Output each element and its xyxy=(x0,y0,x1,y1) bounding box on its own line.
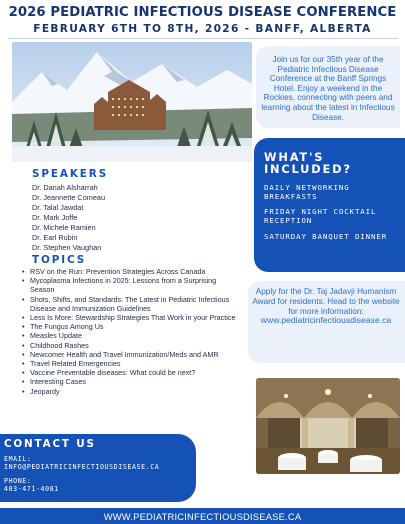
page-subtitle: FEBRUARY 6TH TO 8TH, 2026 - BANFF, ALBERTA xyxy=(33,23,372,35)
speaker-name: Dr. Jeannette Comeau xyxy=(32,193,106,202)
speaker-name: Dr. Mark Joffe xyxy=(32,213,78,222)
speaker-name: Dr. Danah Alsharrah xyxy=(32,183,98,192)
topic-item: • Vaccine Preventable diseases: What could be next? xyxy=(22,368,242,377)
award-text-block xyxy=(250,287,402,326)
included-item-breakfasts: DAILY NETWORKING BREAKFASTS xyxy=(264,183,350,201)
ballroom-photo xyxy=(256,378,400,474)
hotel-photo xyxy=(12,42,252,162)
topic-item: • Mycoplasma Infections in 2025: Lessons from a Surprising Season xyxy=(22,276,242,294)
award-website-link[interactable]: www.pediatricinfectiousdisease.ca xyxy=(260,315,392,326)
speaker-name: Dr. Stephen Vaughan xyxy=(32,243,102,252)
topic-item: • Less Is More: Stewardship Strategies That Work in your Practice xyxy=(22,313,242,322)
email-link[interactable]: INFO@PEDIATRICINFECTIOUSDISEASE.CA xyxy=(4,463,160,471)
topic-item: • RSV on the Run: Prevention Strategies Across Canada xyxy=(22,267,242,276)
topic-item: • Newcomer Health and Travel Immunization/Meds and AMR xyxy=(22,350,242,359)
topic-item: • Childhood Rashes xyxy=(22,341,242,350)
speaker-name: Dr. Talal Jawdat xyxy=(32,203,84,212)
phone-number[interactable]: 403-471-4081 xyxy=(4,485,59,493)
page-title: 2026 PEDIATRIC INFECTIOUS DISEASE CONFERENCE xyxy=(8,5,397,20)
included-item-reception: FRIDAY NIGHT COCKTAIL RECEPTION xyxy=(264,207,377,225)
included-heading-line1: WHAT'S xyxy=(264,150,325,164)
speaker-name: Dr. Earl Rubin xyxy=(32,233,78,242)
award-text: Apply for the Dr. Taj Jadavji Humanism Award for residents. Head to the website for more information: xyxy=(252,287,400,316)
speakers-heading: SPEAKERS xyxy=(32,168,109,180)
topic-item: • Measles Update xyxy=(22,331,242,340)
contact-heading: CONTACT US xyxy=(4,438,96,450)
email-label: EMAIL: xyxy=(4,455,32,463)
topic-item: • Jeopardy xyxy=(22,387,242,396)
topic-item: • Travel Related Emergencies xyxy=(22,359,242,368)
topics-heading: TOPICS xyxy=(32,254,87,266)
intro-text: Join us for our 35th year of the Pediatric Infectious Disease Conference at the Banff Springs Hotel. Enjoy a weekend in the Rockies, connecting with peers and learning about the latest in Infectious Disease. xyxy=(261,55,395,122)
topic-item: • Shots, Shifts, and Standards: The Latest in Pediatric Infectious Disease and Immunization Guidelines xyxy=(22,295,242,313)
topic-item: • The Fungus Among Us xyxy=(22,322,242,331)
footer-website-link[interactable]: WWW.PEDIATRICINFECTIOUSDISEASE.CA xyxy=(103,511,302,522)
phone-label: PHONE: xyxy=(4,477,32,485)
topics-list xyxy=(22,267,242,396)
included-heading-line2: INCLUDED? xyxy=(264,162,352,177)
header-divider xyxy=(8,38,398,39)
speaker-name: Dr. Michele Ramien xyxy=(32,223,96,232)
included-heading xyxy=(264,151,394,176)
included-item-banquet: SATURDAY BANQUET DINNER xyxy=(264,232,388,241)
topic-item: • Interesting Cases xyxy=(22,377,242,386)
